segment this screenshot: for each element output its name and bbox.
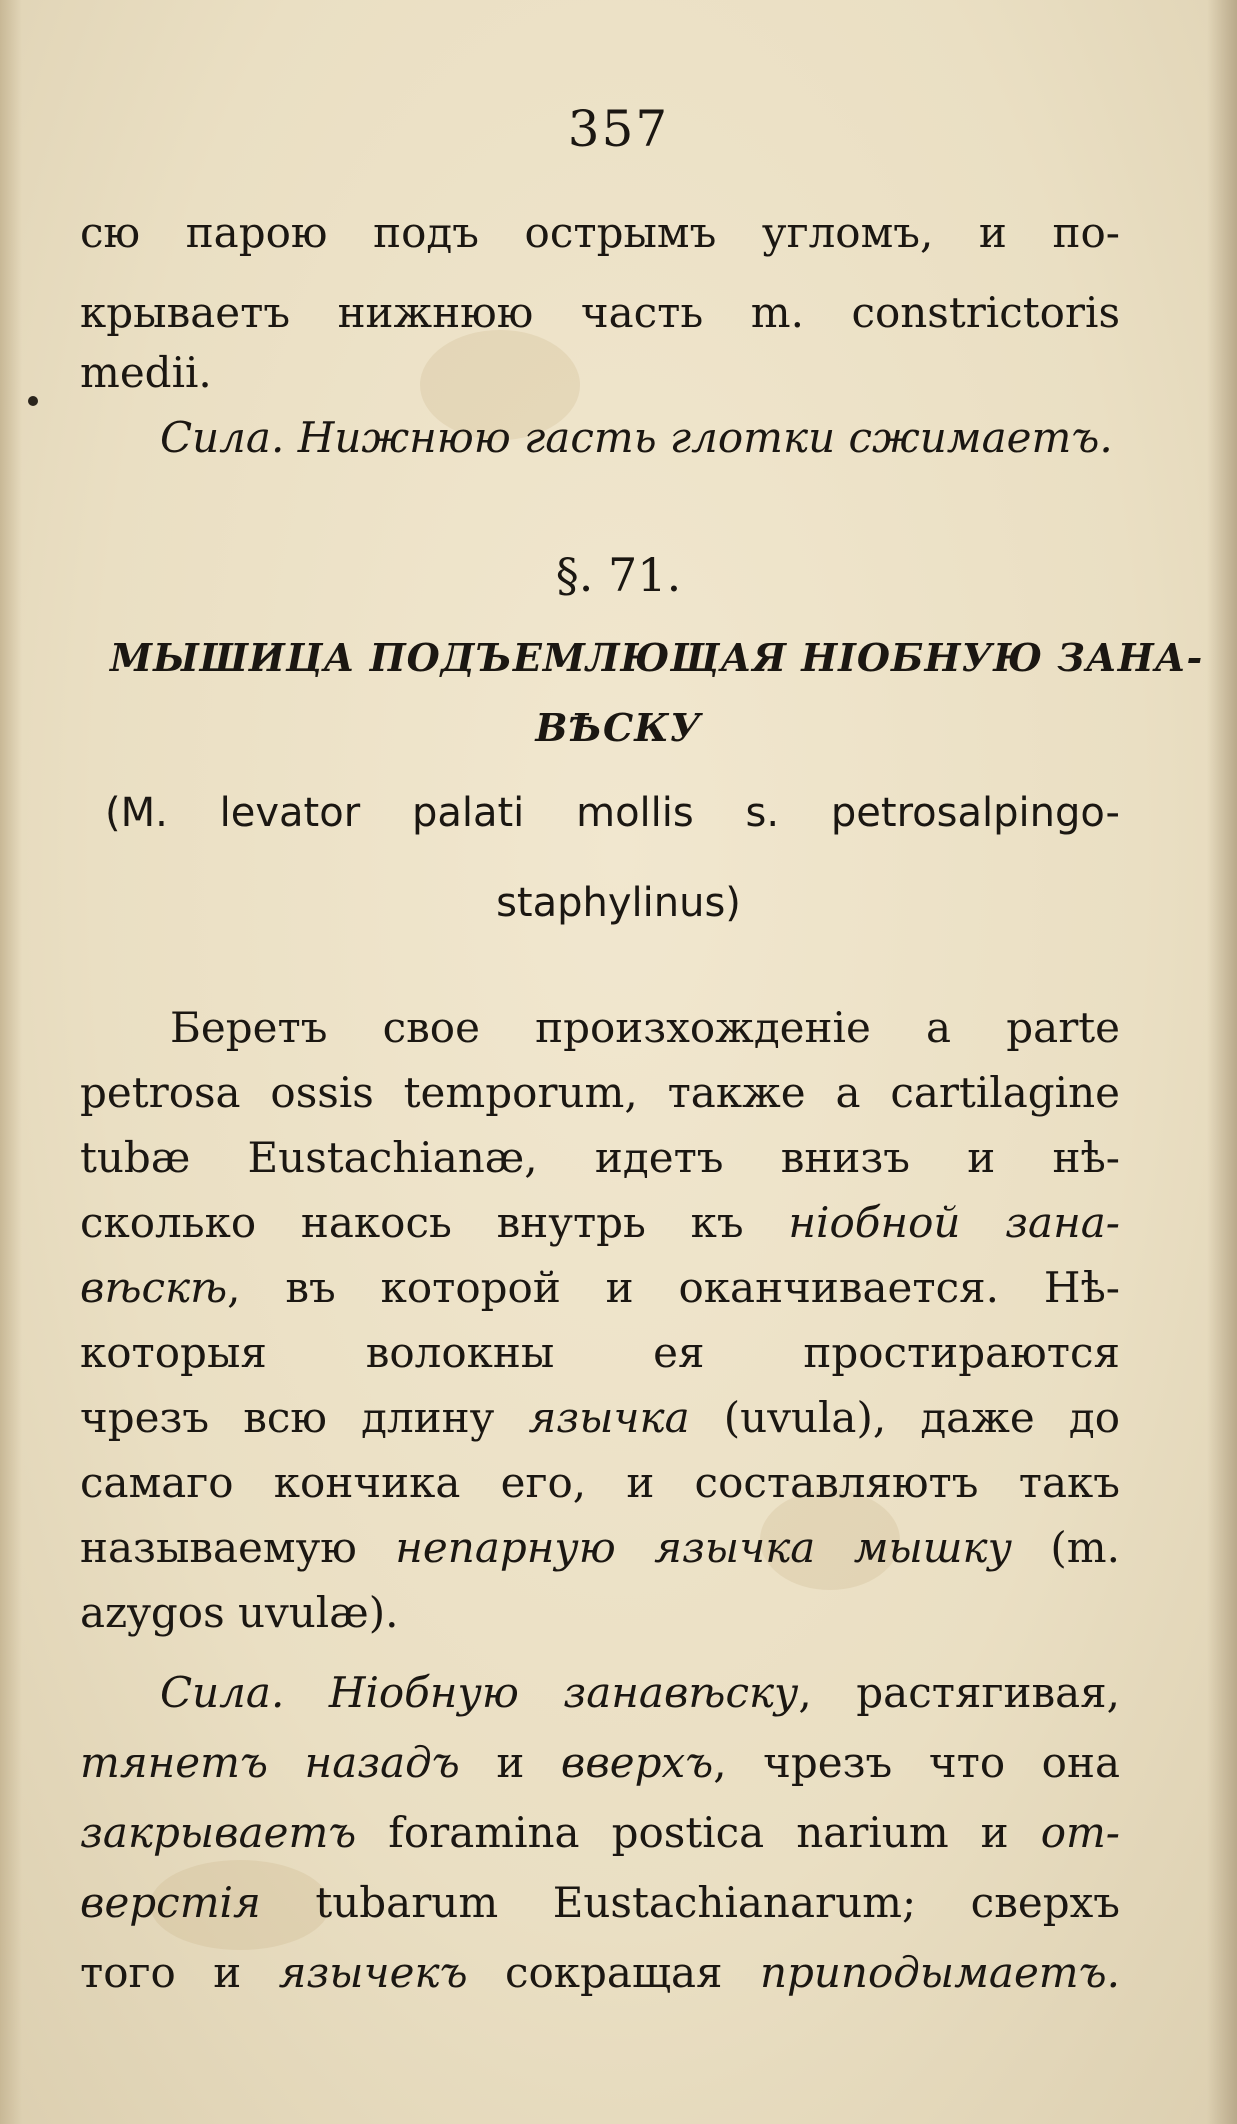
text-line bbox=[80, 1390, 1120, 1446]
latin-name-line-1: (M. levator palati mollis s. petrosalpingo- bbox=[105, 790, 1120, 836]
text-line: крываетъ нижнюю часть m. constrictoris bbox=[80, 288, 1120, 337]
latin-name-line-2: staphylinus) bbox=[496, 880, 741, 926]
italic-term: ніобной зана- bbox=[788, 1198, 1120, 1247]
italic-term: Сила. Ніобную занавѣску bbox=[160, 1668, 799, 1717]
italic-term: закрываетъ bbox=[80, 1808, 357, 1857]
text-segment: (uvula), даже до bbox=[689, 1393, 1120, 1442]
text-line bbox=[80, 1520, 1120, 1576]
page-left-edge bbox=[0, 0, 22, 2124]
sila-label: Сила. bbox=[160, 413, 285, 462]
italic-term: верстія bbox=[80, 1878, 261, 1927]
page-right-edge bbox=[1207, 0, 1237, 2124]
text-line: сю парою подъ острымъ угломъ, и по- bbox=[80, 208, 1120, 257]
italic-term: язычка bbox=[528, 1393, 690, 1442]
text-segment: , растягивая, bbox=[798, 1668, 1120, 1717]
text-line bbox=[80, 1195, 1120, 1251]
ink-dot bbox=[28, 396, 38, 406]
section-mark: §. 71. bbox=[555, 548, 682, 602]
text-segment: , въ которой и оканчивается. Нѣ- bbox=[227, 1263, 1120, 1312]
text-line: medii. bbox=[80, 348, 212, 397]
italic-term: непарную язычка мышку bbox=[395, 1523, 1013, 1572]
italic-term: приподымаетъ. bbox=[759, 1948, 1120, 1997]
section-title-line-2: ВѢСКУ bbox=[535, 705, 702, 750]
text-line: tubæ Eustachianæ, идетъ внизъ и нѣ- bbox=[80, 1133, 1120, 1182]
text-segment: , чрезъ что она bbox=[713, 1738, 1120, 1787]
text-segment: tubarum Eustachianarum; сверхъ bbox=[260, 1878, 1120, 1927]
italic-term: вверхъ bbox=[560, 1738, 714, 1787]
sila-line bbox=[160, 410, 1120, 466]
text-segment: сколько накось внутрь къ bbox=[80, 1198, 789, 1247]
text-segment: foramina postica narium и bbox=[356, 1808, 1041, 1857]
text-line bbox=[80, 1735, 1120, 1791]
section-title-line-1: МЫШИЦА ПОДЪЕМЛЮЩАЯ НІОБНУЮ ЗАНА- bbox=[110, 635, 1204, 680]
text-line bbox=[80, 1260, 1120, 1316]
sila-text: Нижнюю гасть глотки сжимаетъ. bbox=[297, 413, 1113, 462]
text-line bbox=[160, 1665, 1120, 1721]
text-line: azygos uvulæ). bbox=[80, 1588, 399, 1637]
text-segment: того и bbox=[80, 1948, 279, 1997]
text-line: которыя волокны ея простираются bbox=[80, 1328, 1120, 1377]
text-line bbox=[80, 1945, 1120, 2001]
text-segment: называемую bbox=[80, 1523, 396, 1572]
text-line: petrosa ossis temporum, также a cartilagine bbox=[80, 1068, 1120, 1117]
text-segment: (m. bbox=[1012, 1523, 1120, 1572]
text-segment: чрезъ всю длину bbox=[80, 1393, 529, 1442]
italic-term: язычекъ bbox=[278, 1948, 468, 1997]
text-line bbox=[80, 1805, 1120, 1861]
italic-term: тянетъ назадъ bbox=[80, 1738, 460, 1787]
text-line bbox=[80, 1875, 1120, 1931]
italic-term: вѣскѣ bbox=[80, 1263, 228, 1312]
text-segment: сокращая bbox=[467, 1948, 760, 1997]
text-line: Беретъ свое произхожденіе a parte bbox=[170, 1003, 1120, 1052]
text-segment: и bbox=[459, 1738, 561, 1787]
italic-term: от- bbox=[1040, 1808, 1120, 1857]
page-number: 357 bbox=[567, 100, 670, 158]
text-line: самаго кончика его, и составляютъ такъ bbox=[80, 1458, 1120, 1507]
